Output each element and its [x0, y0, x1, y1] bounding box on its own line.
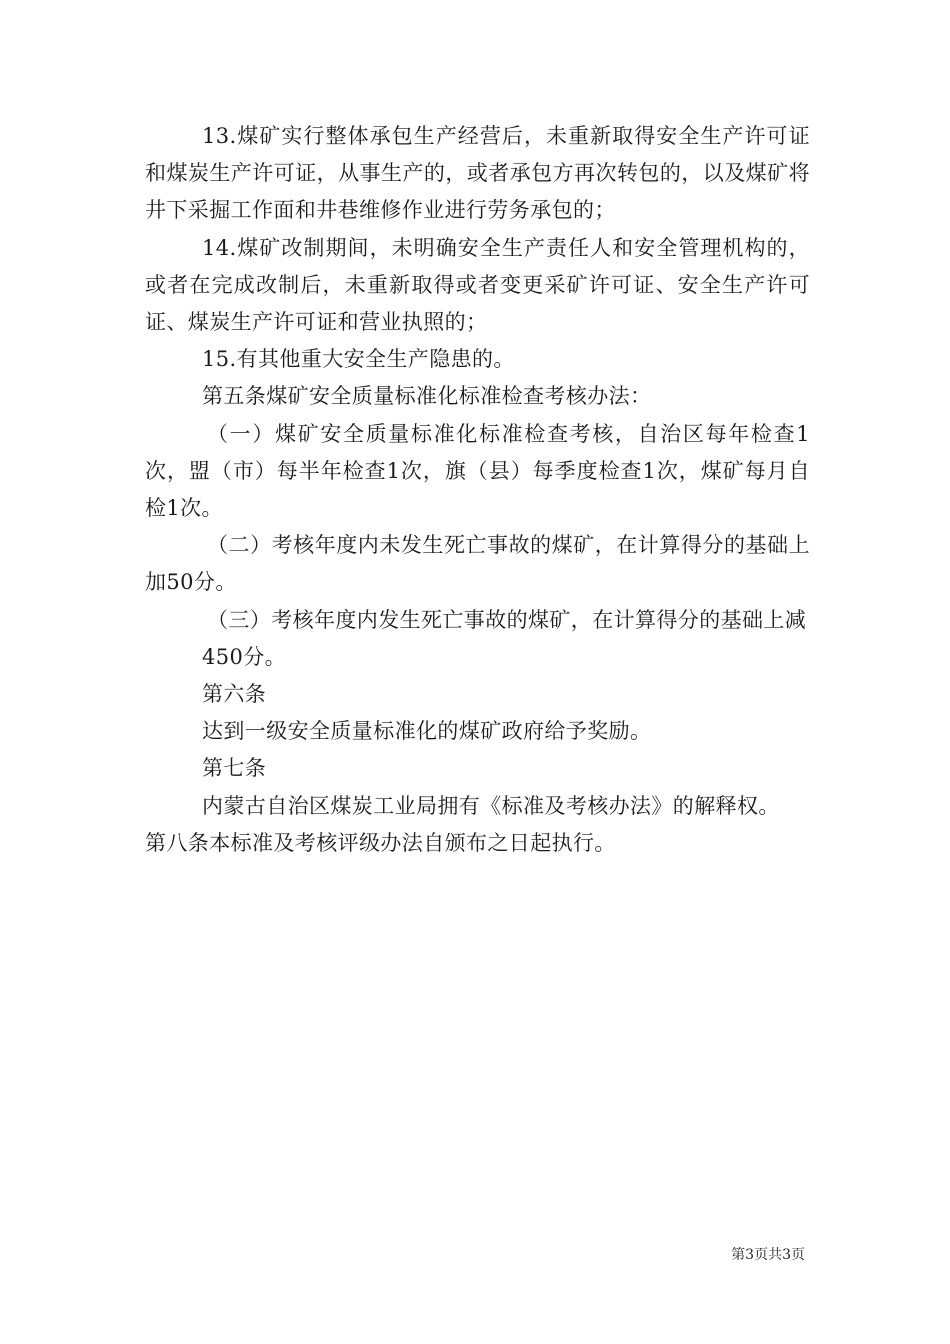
paragraph-item-15: 15.有其他重大安全生产隐患的。	[202, 347, 515, 372]
article-6-heading: 第六条	[202, 682, 267, 707]
document-body	[145, 118, 810, 862]
page-indicator: 第3页共3页	[731, 1247, 805, 1263]
article-5-clause-2: （二）考核年度内未发生死亡事故的煤矿，在计算得分的基础上加50分。	[145, 533, 810, 595]
article-7-heading: 第七条	[202, 756, 267, 781]
paragraph-item-14: 14.煤矿改制期间，未明确安全生产责任人和安全管理机构的，或者在完成改制后，未重新取得或者变更采矿许可证、安全生产许可证、煤炭生产许可证和营业执照的；	[145, 235, 810, 335]
page-footer	[731, 1246, 805, 1264]
article-5-clause-3: （三）考核年度内发生死亡事故的煤矿，在计算得分的基础上减	[207, 607, 807, 632]
article-5-clause-1: （一）煤矿安全质量标准化标准检查考核，自治区每年检查1次，盟（市）每半年检查1次，旗（县）每季度检查1次，煤矿每月自检1次。	[145, 421, 810, 521]
article-5-clause-3-cont: 450分。	[202, 644, 287, 669]
paragraph-item-13: 13.煤矿实行整体承包生产经营后，未重新取得安全生产许可证和煤炭生产许可证，从事生产的，或者承包方再次转包的，以及煤矿将井下采掘工作面和井巷维修作业进行劳务承包的；	[145, 124, 810, 223]
article-5-heading: 第五条煤矿安全质量标准化标准检查考核办法：	[202, 384, 652, 409]
article-6-text: 达到一级安全质量标准化的煤矿政府给予奖励。	[202, 719, 652, 744]
article-7-text: 内蒙古自治区煤炭工业局拥有《标准及考核办法》的解释权。	[202, 793, 780, 818]
article-8-text: 第八条本标准及考核评级办法自颁布之日起执行。	[145, 830, 616, 855]
